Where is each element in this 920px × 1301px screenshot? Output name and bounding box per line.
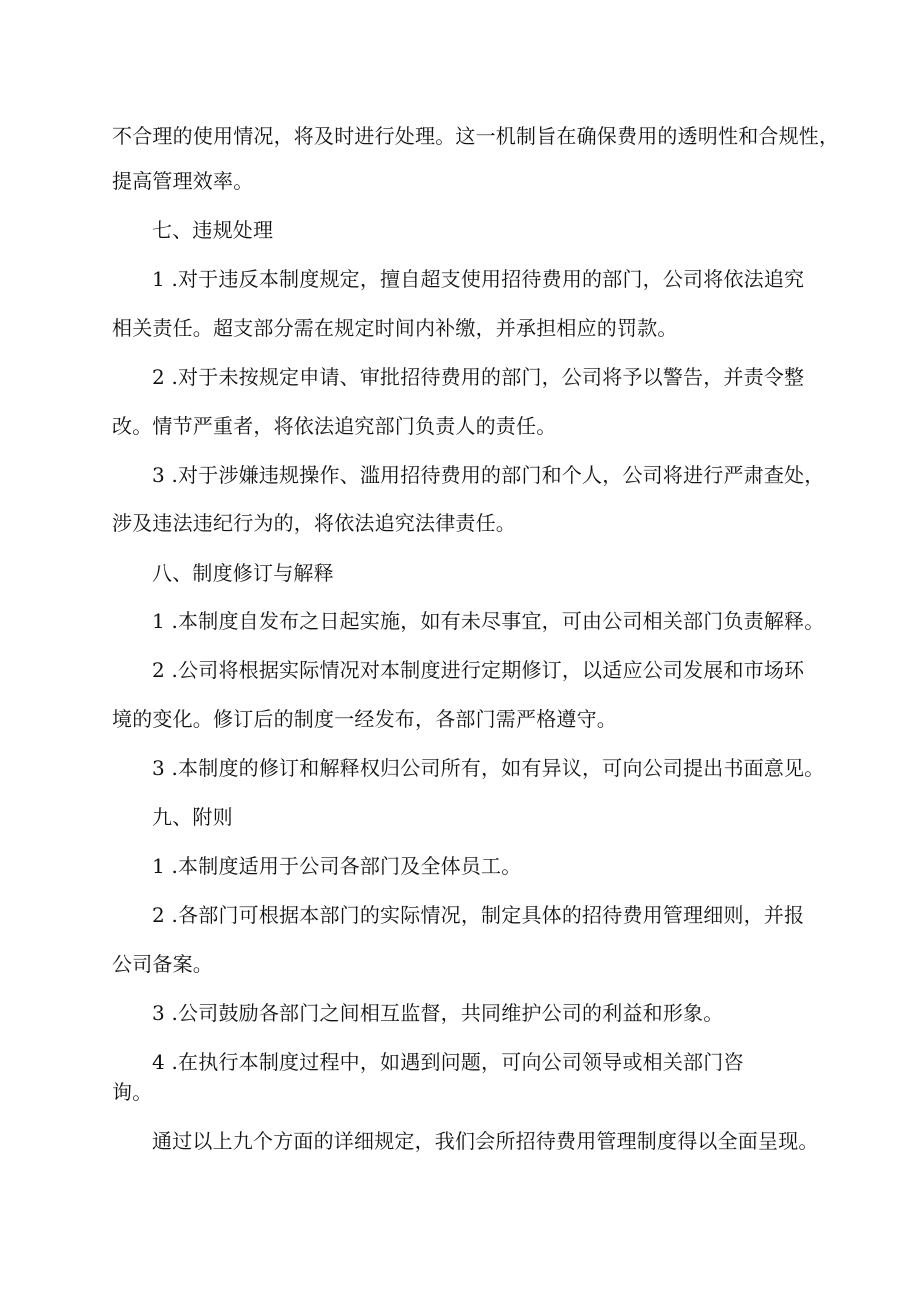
- body-text-line: 询。: [112, 1080, 153, 1104]
- body-text-line: 2 .各部门可根据本部门的实际情况，制定具体的招待费用管理细则，并报: [152, 903, 805, 927]
- body-text-line: 3 .公司鼓励各部门之间相互监督，共同维护公司的利益和形象。: [152, 1001, 724, 1025]
- body-text-line: 相关责任。超支部分需在规定时间内补缴，并承担相应的罚款。: [112, 316, 678, 340]
- section-heading: 七、违规处理: [152, 218, 274, 242]
- body-text-line: 4 .在执行本制度过程中，如遇到问题，可向公司领导或相关部门咨: [152, 1050, 744, 1074]
- section-heading: 九、附则: [152, 805, 233, 829]
- body-text-line: 1 .本制度自发布之日起实施，如有未尽事宜，可由公司相关部门负责解释。: [152, 609, 825, 633]
- body-text-line: 1 .对于违反本制度规定，擅自超支使用招待费用的部门，公司将依法追究: [152, 267, 805, 291]
- body-text-line: 改。情节严重者，将依法追究部门负责人的责任。: [112, 414, 557, 438]
- body-text-line: 通过以上九个方面的详细规定，我们会所招待费用管理制度得以全面呈现。: [152, 1129, 819, 1153]
- body-text-line: 3 .本制度的修订和解释权归公司所有，如有异议，可向公司提出书面意见。: [152, 756, 825, 780]
- body-text-line: 2 .对于未按规定申请、审批招待费用的部门，公司将予以警告，并责令整: [152, 365, 805, 389]
- body-text-line: 涉及违法违纪行为的，将依法追究法律责任。: [112, 511, 516, 535]
- section-heading: 八、制度修订与解释: [152, 561, 334, 585]
- body-text-line: 不合理的使用情况，将及时进行处理。这一机制旨在确保费用的透明性和合规性，: [112, 124, 840, 148]
- body-text-line: 境的变化。修订后的制度一经发布，各部门需严格遵守。: [112, 707, 617, 731]
- body-text-line: 1 .本制度适用于公司各部门及全体员工。: [152, 854, 522, 878]
- body-text-line: 3 .对于涉嫌违规操作、滥用招待费用的部门和个人，公司将进行严肃查处，: [152, 463, 825, 487]
- body-text-line: 提高管理效率。: [112, 169, 254, 193]
- body-text-line: 2 .公司将根据实际情况对本制度进行定期修订，以适应公司发展和市场环: [152, 658, 805, 682]
- body-text-line: 公司备案。: [112, 952, 213, 976]
